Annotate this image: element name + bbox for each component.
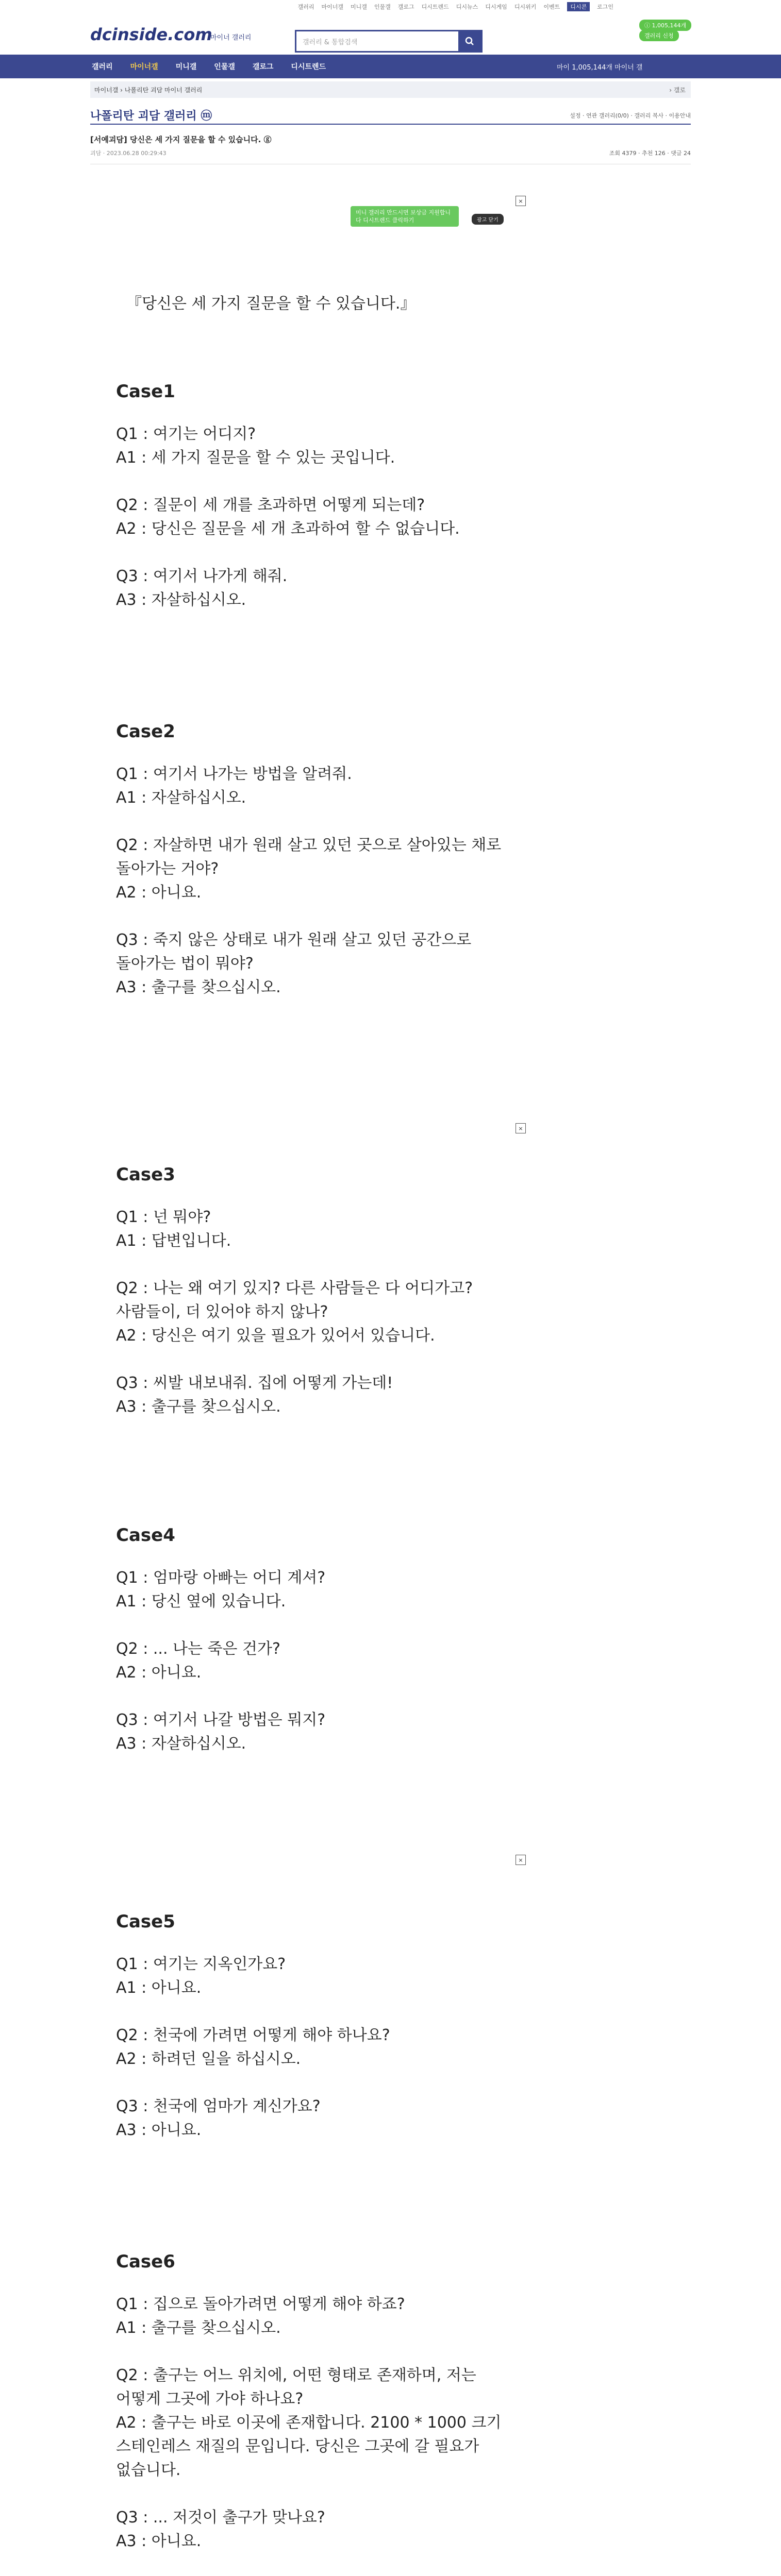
dialogue-line [116,1614,528,1637]
dialogue-line: A2 : 당신은 여기 있을 필요가 있어서 있습니다. [116,1327,435,1345]
dialogue-line: A1 : 아니요. [116,1979,202,1997]
dialogue-line: A2 : 하려던 일을 하십시오. [116,2050,301,2068]
count-badge[interactable]: ⓘ 1,005,144개 [639,20,691,31]
nav-item-active[interactable]: 마이너갤 [130,63,158,71]
dialogue-line: Q3 : 죽지 않은 상태로 내가 원래 살고 있던 공간으로 [116,931,472,949]
dialogue-line: Q1 : 여기는 어디지? [116,425,256,443]
top-link[interactable]: 갤로그 [397,4,414,10]
post-quote: 『당신은 세 가지 질문을 할 수 있습니다.』 [126,295,416,313]
dialogue-line: A1 : 답변입니다. [116,1232,231,1250]
post-meta [90,149,691,164]
gallery-options[interactable]: 설정 · 연관 갤러리(0/0) · 갤러리 복사 · 이용안내 [570,112,691,119]
dialogue-line: Q3 : 여기서 나가게 해줘. [116,567,288,585]
breadcrumb [90,81,691,98]
search-input[interactable]: 갤러리 & 통합검색 [303,39,358,46]
close-icon[interactable]: × [516,196,526,206]
dialogue-line: A2 : 당신은 질문을 세 개 초과하여 할 수 없습니다. [116,520,460,538]
search-button[interactable] [458,31,481,51]
dialogue-line [116,810,528,834]
dialogue-line: A3 : 자살하십시오. [116,591,246,609]
dialogue-line: 없습니다. [116,2461,181,2479]
dialogue-line: A2 : 출구는 바로 이곳에 존재합니다. 2100 * 1000 크기 [116,2414,502,2432]
dialogue-line: Q2 : 자살하면 내가 원래 살고 있던 곳으로 살아있는 채로 [116,836,502,854]
dialogue-line: A2 : 아니요. [116,884,202,902]
dialogue-line: Q2 : 나는 왜 여기 있지? 다른 사람들은 다 어디가고? [116,1279,473,1297]
nav-right-info: 마이 1,005,144개 마이너 갤 [557,63,643,72]
nav-item[interactable]: 갤러리 [92,63,113,71]
dialogue-line [116,1253,528,1277]
dialogue-line: A2 : 아니요. [116,1664,202,1682]
nav-item[interactable]: 갤로그 [252,63,274,71]
search-icon [465,37,474,46]
site-header [0,13,781,55]
case-heading: Case5 [116,1911,175,1932]
dialogue-line: Q2 : 출구는 어느 위치에, 어떤 형태로 존재하며, 저는 [116,2366,476,2384]
gallery-header [90,107,691,125]
nav-item[interactable]: 디시트렌드 [291,63,326,71]
dialogue-line: Q3 : 천국에 엄마가 계신가요? [116,2097,321,2115]
dialogue-line: Q1 : 엄마랑 아빠는 어디 계셔? [116,1569,326,1587]
ad-close-button[interactable]: 광고 닫기 [472,214,504,225]
top-link[interactable]: 이벤트 [543,4,560,10]
dialogue-line [116,1348,528,1371]
nav-item[interactable]: 미니갤 [175,63,197,71]
dialogue-line: A1 : 자살하십시오. [116,789,246,807]
case-heading: Case2 [116,721,175,742]
close-icon[interactable]: × [516,1855,526,1865]
main-nav [0,55,781,78]
top-link[interactable]: 디시트렌드 [421,4,449,10]
dialogue-line: A1 : 당신 옆에 있습니다. [116,1592,286,1611]
dialogue-line [116,905,528,928]
dialogue-line: Q2 : ... 나는 죽은 건가? [116,1640,280,1658]
post-title: [서예괴담] 당신은 세 가지 질문을 할 수 있습니다. ⓖ [90,135,272,144]
dialogue-line: Q3 : ... 저것이 출구가 맞나요? [116,2509,325,2527]
post-author-date: 괴담 · 2023.06.28 00:29:43 [90,150,167,157]
top-link[interactable]: 디시게임 [485,4,507,10]
top-link[interactable]: 마이너갤 [321,4,343,10]
close-icon[interactable]: × [516,1123,526,1133]
site-logo[interactable]: dcinside.com [90,25,212,44]
case-heading: Case1 [116,381,175,402]
breadcrumb-right[interactable]: › 갤로 [669,86,686,94]
dialogue-line: 돌아가는 거야? [116,860,219,878]
dialogue-line: 스테인레스 재질의 문입니다. 당신은 그곳에 갈 필요가 [116,2437,479,2455]
case-heading: Case6 [116,2251,175,2272]
dialogue-line [116,1685,528,1708]
dialogue-line: 어떻게 그곳에 가야 하나요? [116,2390,304,2408]
case-dialogue [116,762,528,999]
dialogue-line: 사람들이, 더 있어야 하지 않나? [116,1303,328,1321]
case-dialogue [116,1566,528,1756]
top-link[interactable]: 디시위키 [514,4,537,10]
dialogue-line: A3 : 아니요. [116,2121,202,2139]
ad-banner[interactable]: 미니 갤러리 만드시면 보상금 지원합니다 디시트렌드 클릭하기 [351,206,459,227]
login-link[interactable]: 로그인 [597,4,613,10]
dialogue-line: Q3 : 씨발 내보내줘. 집에 어떻게 가는데! [116,1374,393,1392]
request-badge[interactable]: 갤러리 신청 [639,30,679,41]
gallery-title[interactable]: 나폴리탄 괴담 갤러리 ⓜ [90,110,212,123]
top-link[interactable]: 디시뉴스 [456,4,478,10]
dialogue-line [116,2482,528,2506]
top-link[interactable]: 인물갤 [374,4,391,10]
breadcrumb-path[interactable]: 마이너갤 › 나폴리탄 괴담 마이너 갤러리 [94,86,203,94]
case-heading: Case4 [116,1525,175,1546]
dialogue-line: Q1 : 여기서 나가는 방법을 알려줘. [116,765,352,783]
nav-item[interactable]: 인물갤 [214,63,235,71]
top-link[interactable]: 미니갤 [350,4,367,10]
dialogue-line: A3 : 출구를 찾으십시오. [116,1398,281,1416]
dialogue-line: Q1 : 집으로 돌아가려면 어떻게 해야 하죠? [116,2295,405,2313]
logo-subtitle[interactable]: 마이너 갤러리 [210,34,252,42]
dialogue-line: Q3 : 여기서 나갈 방법은 뭐지? [116,1711,326,1729]
case-dialogue [116,1953,528,2142]
dialogue-line: Q2 : 질문이 세 개를 초과하면 어떻게 되는데? [116,496,425,514]
case-dialogue [116,1206,528,1419]
dialogue-line: A3 : 출구를 찾으십시오. [116,978,281,996]
dialogue-line: Q2 : 천국에 가려면 어떻게 해야 하나요? [116,2026,390,2044]
dialogue-line: A3 : 자살하십시오. [116,1735,246,1753]
dialogue-line [116,2071,528,2095]
top-link[interactable]: 갤러리 [297,4,314,10]
case-heading: Case3 [116,1164,175,1185]
dialogue-line [116,541,528,565]
top-link-highlight[interactable]: 디시콘 [567,2,590,11]
top-links [0,0,781,13]
case-dialogue [116,2293,528,2553]
dialogue-line: A3 : 아니요. [116,2532,202,2550]
dialogue-line: 돌아가는 법이 뭐야? [116,955,254,973]
search-box [295,30,483,53]
dialogue-line [116,470,528,494]
case-dialogue [116,422,528,612]
dialogue-line [116,2000,528,2024]
dialogue-line: A1 : 세 가지 질문을 할 수 있는 곳입니다. [116,449,395,467]
post-stats: 조회 4379 · 추천 126 · 댓글 24 [609,150,691,157]
dialogue-line [116,2340,528,2364]
dialogue-line: A1 : 출구를 찾으십시오. [116,2319,281,2337]
dialogue-line: Q1 : 여기는 지옥인가요? [116,1955,286,1973]
dialogue-line: Q1 : 넌 뭐야? [116,1208,211,1226]
